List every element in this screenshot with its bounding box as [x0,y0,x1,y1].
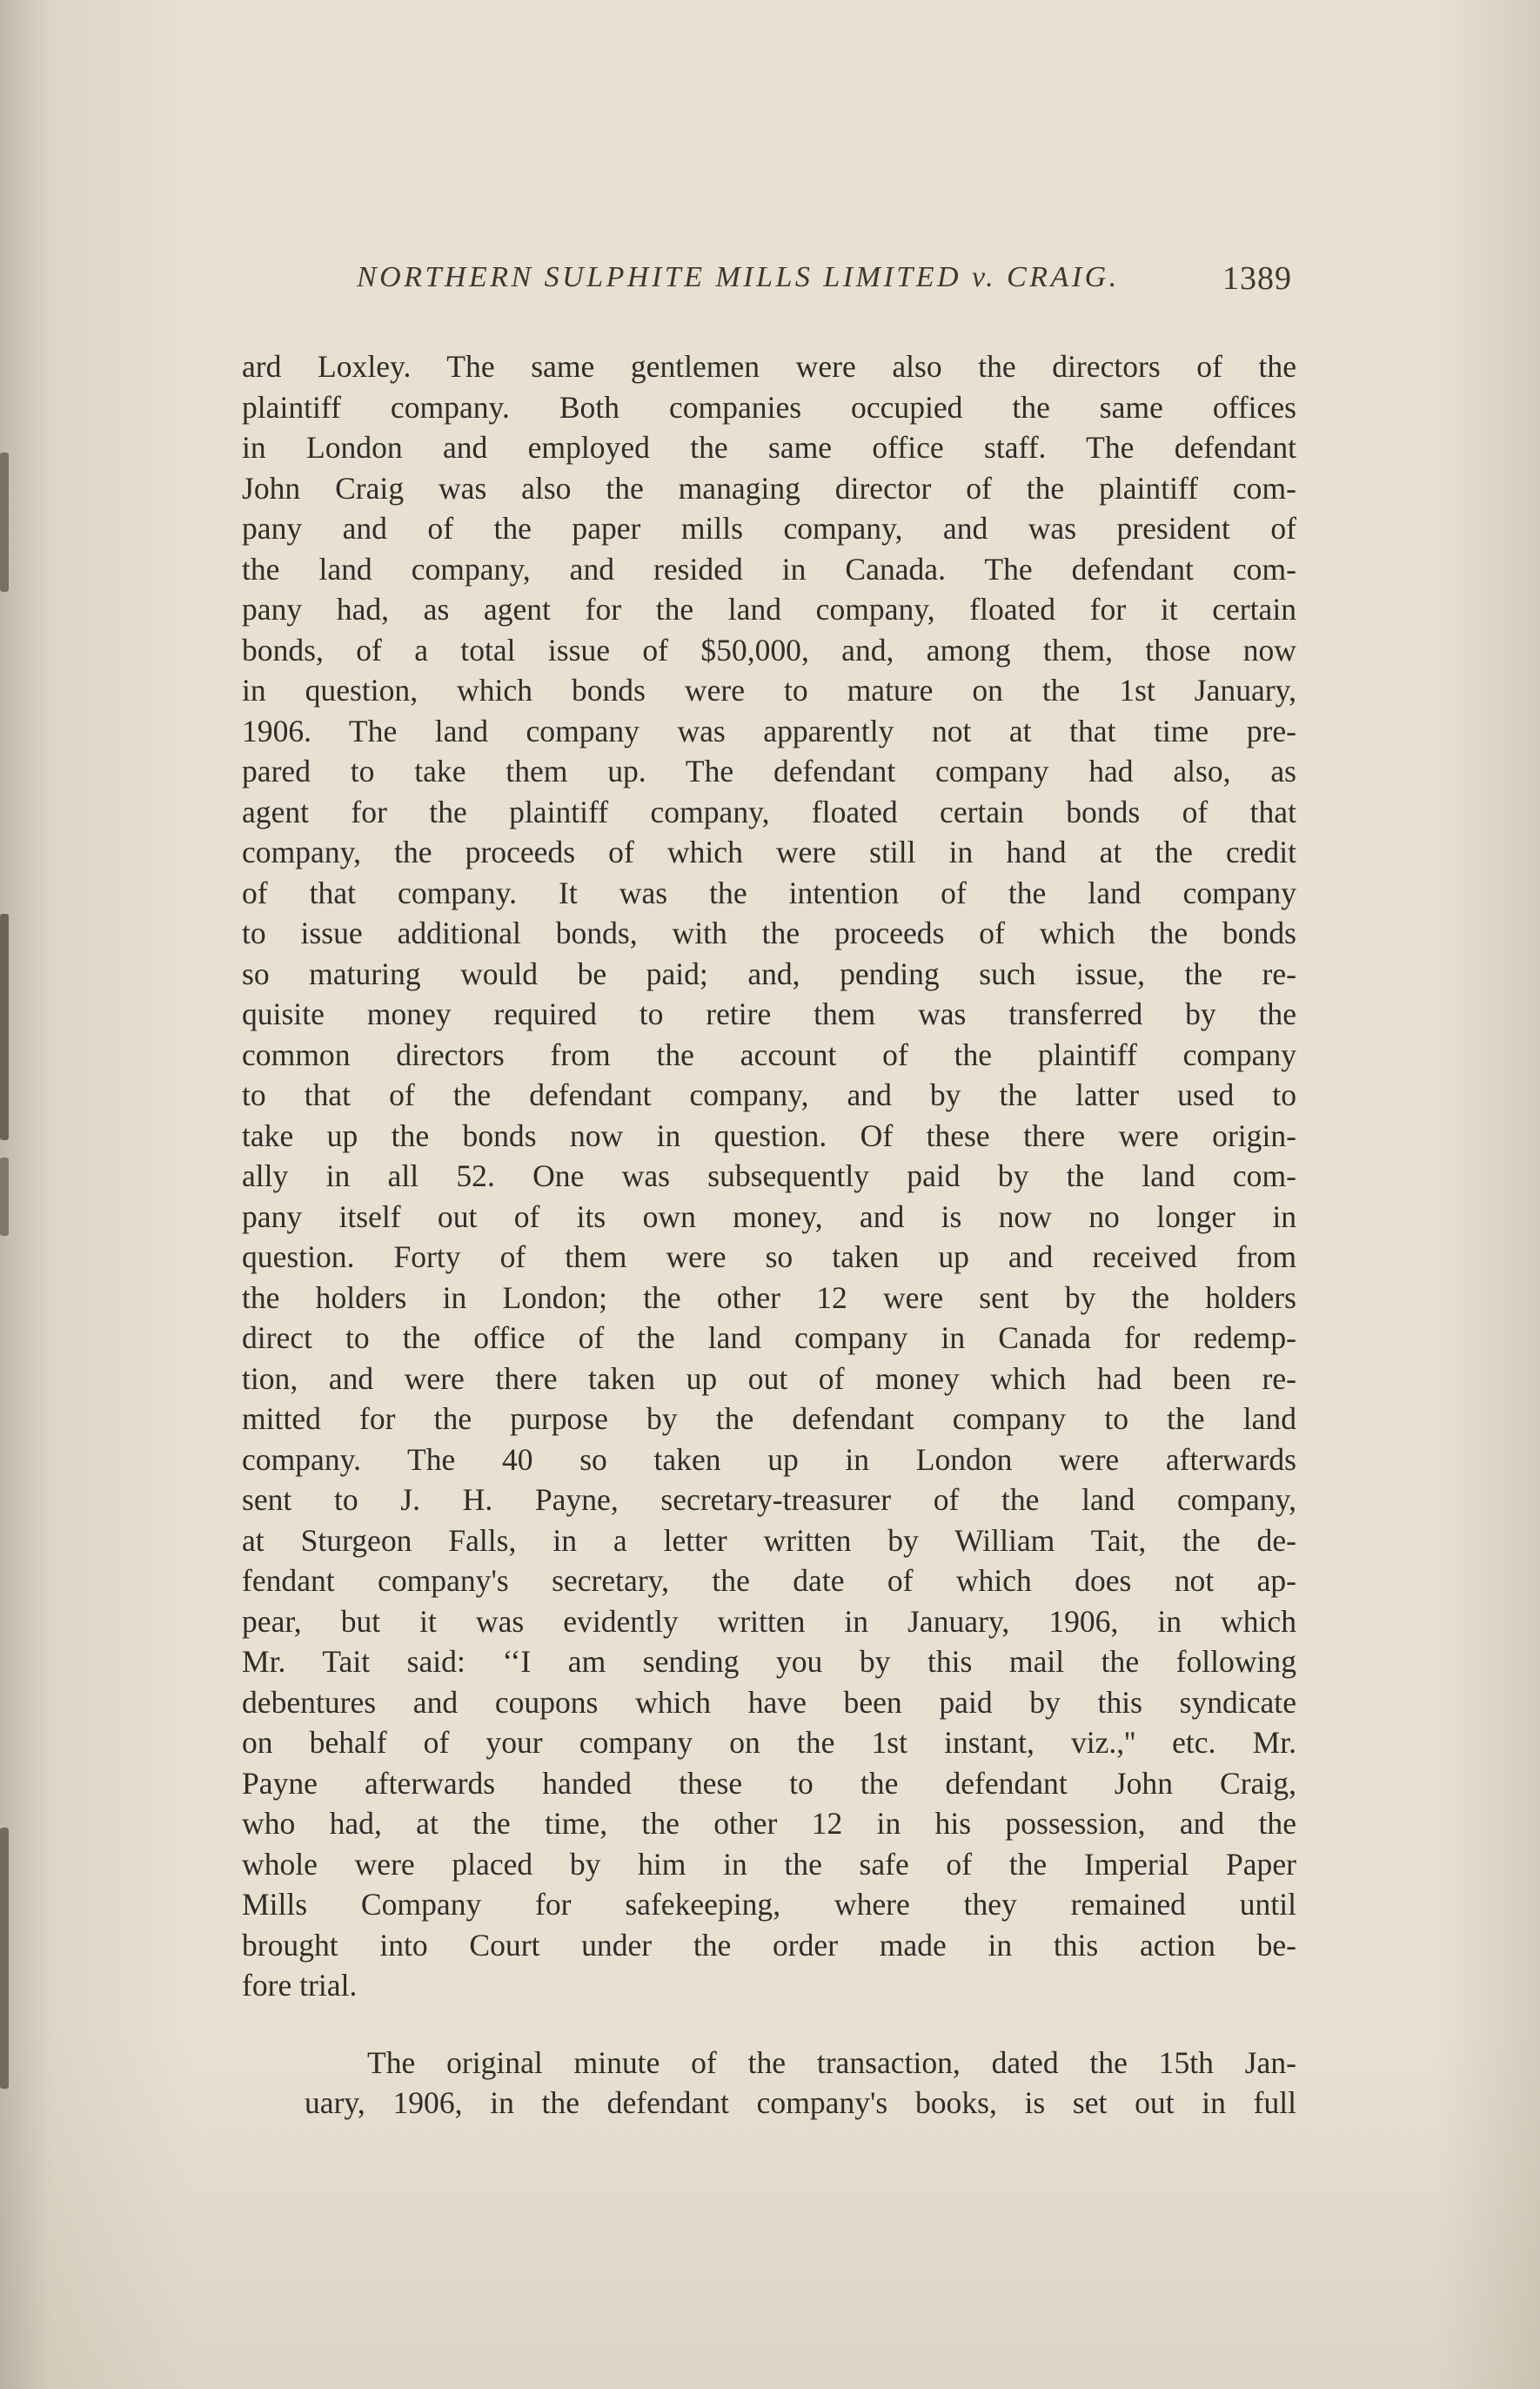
text-line: on behalf of your company on the 1st instant, viz.,'' etc. Mr. [242,1725,1296,1760]
text-line: in question, which bonds were to mature on the 1st January, [242,673,1296,708]
text-line: Mills Company for safekeeping, where they remained until [242,1887,1296,1922]
text-line: ally in all 52. One was subsequently paid by the land com- [242,1158,1296,1193]
text-line: common directors from the account of the plaintiff company [242,1037,1296,1072]
text-line: bonds, of a total issue of $50,000, and, among them, those now [242,632,1296,668]
text-line: Payne afterwards handed these to the defendant John Craig, [242,1765,1296,1801]
text-line: pany itself out of its own money, and is now no longer in [242,1198,1296,1234]
binding-shadow-mark [0,1828,9,2089]
binding-shadow-mark [0,453,9,592]
text-line: take up the bonds now in question. Of these there were origin- [242,1117,1296,1153]
text-line: company. The 40 so taken up in London were afterwards [242,1441,1296,1477]
text-line: agent for the plaintiff company, floated certain bonds of that [242,794,1296,829]
text-line: to that of the defendant company, and by the latter used to [242,1077,1296,1112]
text-line: 1906. The land company was apparently not at that time pre- [242,713,1296,748]
text-line: at Sturgeon Falls, in a letter written by William Tait, the de- [242,1522,1296,1558]
text-line: company, the proceeds of which were still in hand at the credit [242,835,1296,869]
text-line: Mr. Tait said: ‘‘I am sending you by this mail the following [242,1644,1296,1679]
text-line: fore trial. [242,1968,358,2003]
text-line: uary, 1906, in the defendant company's books, is set out in full [305,2085,1296,2120]
text-line: pear, but it was evidently written in January, 1906, in which [242,1603,1296,1639]
text-line: of that company. It was the intention of the land company [242,875,1296,910]
text-line: pany had, as agent for the land company, floated for it certain [242,592,1296,627]
text-line: quisite money required to retire them was transferred by the [242,997,1296,1031]
text-line: The original minute of the transaction, dated the 15th Jan- [367,2044,1296,2080]
text-line: debentures and coupons which have been paid by this syndicate [242,1684,1296,1720]
text-line: John Craig was also the managing director of the plaintiff com- [242,470,1296,506]
text-line: sent to J. H. Payne, secretary-treasurer of the land company, [242,1482,1296,1517]
text-line: in London and employed the same office staff. The defendant [242,430,1296,465]
text-line: fendant company's secretary, the date of which does not ap- [242,1563,1296,1598]
body-text [242,346,1296,2124]
binding-shadow-mark [0,1158,9,1236]
page-header [244,260,1292,305]
text-line: to issue additional bonds, with the proceeds of which the bonds [242,916,1296,950]
text-line: brought into Court under the order made in this action be- [242,1927,1296,1963]
text-line: ard Loxley. The same gentlemen were also the directors of the [242,349,1296,384]
running-title: NORTHERN SULPHITE MILLS LIMITED v. CRAIG. [357,261,1120,293]
text-line: question. Forty of them were so taken up and received from [242,1239,1296,1274]
text-line: pany and of the paper mills company, and was president of [242,511,1296,546]
text-line: direct to the office of the land company in Canada for redemp- [242,1320,1296,1355]
paragraph-1 [242,346,1296,2006]
text-line: tion, and were there taken up out of money which had been re- [242,1360,1296,1396]
text-line: pared to take them up. The defendant company had also, as [242,754,1296,789]
binding-shadow-mark [0,914,9,1140]
text-line: the holders in London; the other 12 were sent by the holders [242,1279,1296,1315]
text-line: mitted for the purpose by the defendant company to the land [242,1401,1296,1436]
text-line: so maturing would be paid; and, pending such issue, the re- [242,956,1296,991]
paragraph-2 [242,2043,1296,2124]
text-line: who had, at the time, the other 12 in his possession, and the [242,1806,1296,1841]
page-number: 1389 [1222,260,1292,297]
text-line: plaintiff company. Both companies occupied the same offices [242,389,1296,425]
text-line: the land company, and resided in Canada. The defendant com- [242,551,1296,587]
text-line: whole were placed by him in the safe of the Imperial Paper [242,1846,1296,1882]
